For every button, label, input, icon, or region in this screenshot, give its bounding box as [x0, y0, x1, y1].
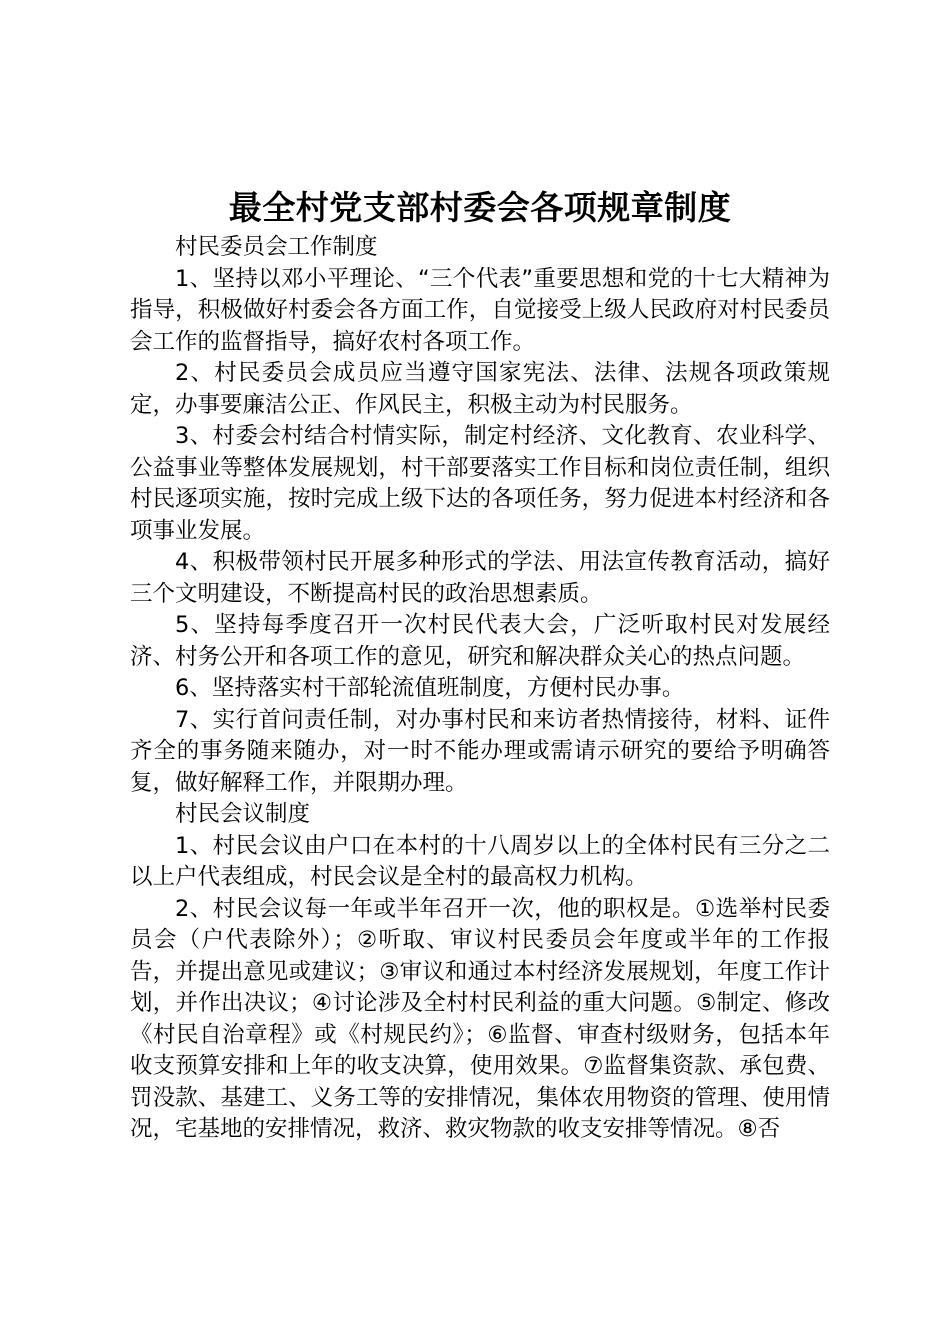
paragraph: 1、坚持以邓小平理论、“三个代表”重要思想和党的十七大精神为指导，积极做好村委会各方面工作，自觉接受上级人民政府对村民委员会工作的监督指导，搞好农村各项工作。 — [130, 265, 830, 355]
paragraph: 2、村民委员会成员应当遵守国家宪法、法律、法规各项政策规定，办事要廉洁公正、作风民主，积极主动为村民服务。 — [130, 360, 830, 418]
paragraph: 5、坚持每季度召开一次村民代表大会，广泛听取村民对发展经济、村务公开和各项工作的意见，研究和解决群众关心的热点问题。 — [130, 612, 830, 670]
paragraph: 4、积极带领村民开展多种形式的学法、用法宣传教育活动，搞好三个文明建设，不断提高村民的政治思想素质。 — [130, 549, 830, 607]
paragraph: 2、村民会议每一年或半年召开一次，他的职权是。①选举村民委员会（户代表除外）；②听取、审议村民委员会年度或半年的工作报告，并提出意见或建议；③审议和通过本村经济发展规划，年度工作计划，并作出决议；④讨论涉及全村村民利益的重大问题。⑤制定、修改《村民自治章程》或《村规民约》；⑥监督、审查村级财务，包括本年收支预算安排和上年的收支决算，使用效果。⑦监督集资款、承包费、罚没款、基建工、义务工等的安排情况，集体农用物资的管理、使用情况，宅基地的安排情况，救济、救灾物款的收支安排等情况。⑧否 — [130, 895, 830, 1142]
document-body — [130, 232, 830, 1146]
paragraph: 6、坚持落实村干部轮流值班制度，方便村民办事。 — [175, 675, 685, 701]
document-title: 最全村党支部村委会各项规章制度 — [228, 188, 732, 227]
paragraph: 1、村民会议由户口在本村的十八周岁以上的全体村民有三分之二以上户代表组成，村民会议是全村的最高权力机构。 — [130, 832, 830, 890]
paragraph: 7、实行首问责任制，对办事村民和来访者热情接待，材料、证件齐全的事务随来随办，对一时不能办理或需请示研究的要给予明确答复，做好解释工作，并限期办理。 — [130, 706, 830, 796]
section-heading-village-meeting: 村民会议制度 — [175, 801, 311, 827]
paragraph: 3、村委会村结合村情实际，制定村经济、文化教育、农业科学、公益事业等整体发展规划，村干部要落实工作目标和岗位责任制，组织村民逐项实施，按时完成上级下达的各项任务，努力促进本村经济和各项事业发展。 — [130, 423, 830, 544]
section-heading-village-committee: 村民委员会工作制度 — [175, 234, 378, 260]
